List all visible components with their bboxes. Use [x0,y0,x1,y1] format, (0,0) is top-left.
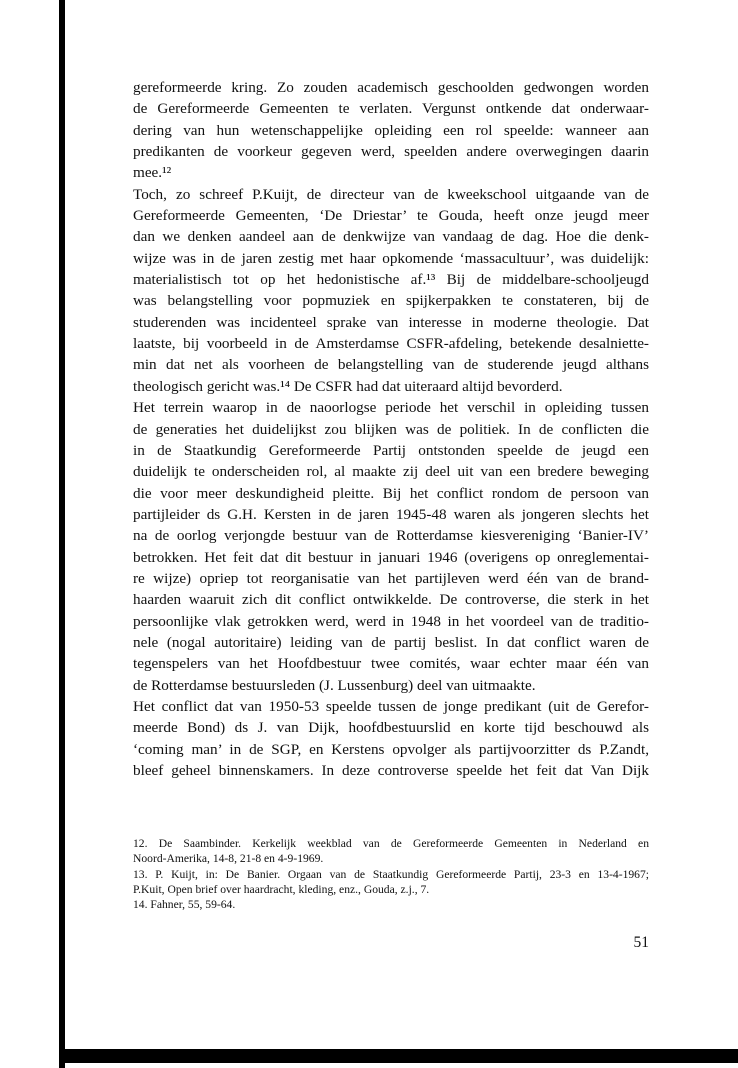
text-line: studerenden was incidenteel sprake van interesse in moderne theologie. Dat [133,313,649,331]
text-line: persoonlijke vlak getrokken werd, werd in 1948 in het voordeel van de traditio- [133,612,649,630]
text-line: theologisch gericht was.¹⁴ De CSFR had dat uiteraard altijd bevorderd. [133,377,563,395]
footnote-line: 13. P. Kuijt, in: De Banier. Orgaan van de Staatkundig Gereformeerde Partij, 23-3 en 13-4-1967; [133,867,649,881]
text-line: re wijze) opriep tot reorganisatie van het partijleven werd één van de brand- [133,569,649,587]
scan-bottom-border [59,1049,738,1063]
text-line: duidelijk te onderscheiden rol, al maakte zij deel uit van een bredere beweging [133,463,649,481]
text-line: na de oorlog verjongde bestuur van de Rotterdamse kiesvereniging ‘Banier-IV’ [133,527,649,545]
scan-left-border [59,0,65,1068]
text-line: haarden waaruit zich dit conflict ontwikkelde. De controverse, die sterk in het [133,591,649,609]
text-line: de Gereformeerde Gemeenten te verlaten. Vergunst ontkende dat onderwaar- [133,100,649,118]
text-line: dan we denken aandeel aan de denkwijze van vandaag de dag. Hoe die denk- [133,228,649,246]
text-line: nele (nogal autoritaire) leiding van de partij beslist. In dat conflict waren de [133,633,649,651]
text-line: laatste, bij voorbeeld in de Amsterdamse CSFR-afdeling, betekende desalniette- [133,335,649,353]
text-line: gereformeerde kring. Zo zouden academisch geschoolden gedwongen worden [133,79,649,96]
footnotes [133,836,649,912]
text-line: min dat net als voorheen de belangstelling van de studerende jeugd althans [133,356,649,374]
text-line: dering van hun wetenschappelijke opleiding een rol speelde: wanneer aan [133,121,649,139]
text-line: predikanten de voorkeur gegeven werd, speelden andere overwegingen daarin [133,143,649,161]
body-text [133,77,649,781]
text-line: Toch, zo schreef P.Kuijt, de directeur van de kweekschool uitgaande van de [133,185,649,203]
text-line: mee.¹² [133,164,172,182]
text-line: in de Staatkundig Gereformeerde Partij ontstonden speelde de jeugd een [133,441,649,459]
text-line: tegenspelers van het Hoofdbestuur twee comités, waar echter maar één van [133,655,649,673]
text-line: Het conflict dat van 1950-53 speelde tussen de jonge predikant (uit de Gerefor- [133,697,649,715]
text-line: betrokken. Het feit dat dit bestuur in januari 1946 (overigens op onreglementai- [133,548,649,566]
text-line: Het terrein waarop in de naoorlogse periode het verschil in opleiding tussen [133,399,649,417]
text-line: partijleider ds G.H. Kersten in de jaren 1945-48 waren als jongeren slechts het [133,505,649,523]
footnote-line: 14. Fahner, 55, 59-64. [133,898,236,912]
text-line: de Rotterdamse bestuursleden (J. Lussenburg) deel van uitmaakte. [133,676,536,694]
footnote-line: 12. De Saambinder. Kerkelijk weekblad van de Gereformeerde Gemeenten in Nederland en [133,837,649,850]
text-line: die voor meer deskundigheid pleitte. Bij het conflict rondom de persoon van [133,484,649,502]
text-line: wijze was in de jaren zestig met haar opkomende ‘massacultuur’, was duidelijk: [133,249,649,267]
page-number: 51 [633,934,649,951]
text-line: was belangstelling voor popmuziek en spijkerpakken te constateren, bij de [133,292,649,310]
text-line: Gereformeerde Gemeenten, ‘De Driestar’ te Gouda, heeft onze jeugd meer [133,207,649,225]
footnote-line: Noord-Amerika, 14-8, 21-8 en 4-9-1969. [133,852,324,866]
text-line: bleef geheel binnenskamers. In deze controverse speelde het feit dat Van Dijk [133,762,649,779]
footnote-line: P.Kuit, Open brief over haardracht, kleding, enz., Gouda, z.j., 7. [133,882,430,896]
text-line: de generaties het duidelijkst zou blijken was de politiek. In de conflicten die [133,420,649,438]
text-line: meerde Bond) ds J. van Dijk, hoofdbestuurslid en korte tijd beschouwd als [133,719,649,737]
text-line: materialistisch tot op het hedonistische af.¹³ Bij de middelbare-schooljeugd [133,271,649,289]
text-line: ‘coming man’ in de SGP, en Kerstens opvolger als partijvoorzitter ds P.Zandt, [133,740,649,758]
